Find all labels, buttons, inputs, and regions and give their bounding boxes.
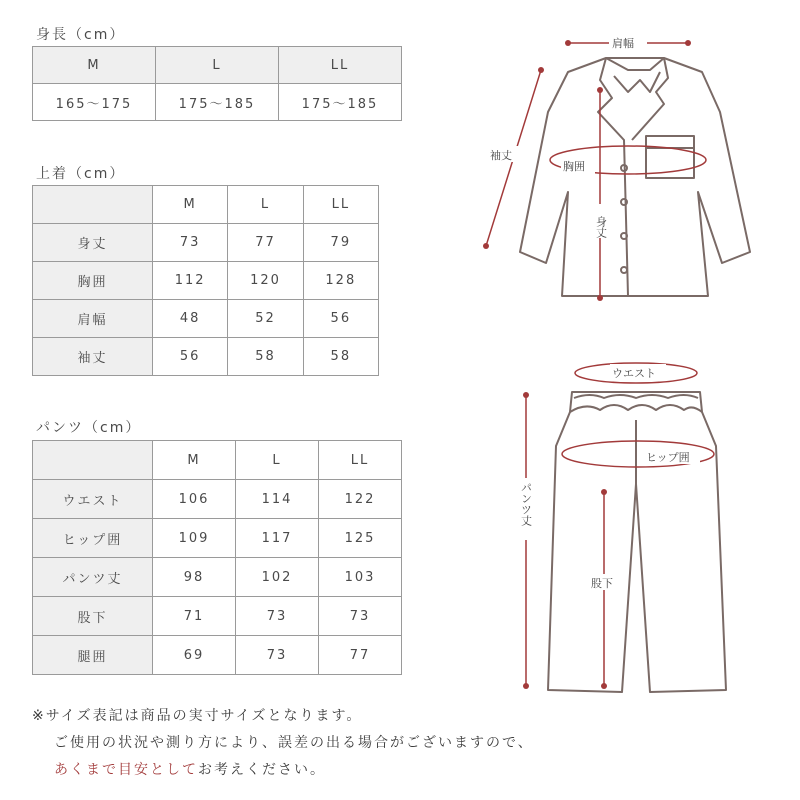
table-header: M	[33, 47, 156, 84]
row-label: ヒップ囲	[33, 519, 153, 558]
table-cell: 103	[319, 558, 402, 597]
table-cell: 114	[236, 480, 319, 519]
table-cell: 56	[153, 338, 228, 376]
table-header: M	[153, 441, 236, 480]
waist-label: ウエスト	[612, 367, 656, 380]
sleeve-label: 袖丈	[490, 149, 512, 162]
note-line-2: ご使用の状況や測り方により、誤差の出る場合がございますので、	[54, 735, 534, 751]
table-cell: 102	[236, 558, 319, 597]
hip-label: ヒップ囲	[646, 451, 690, 464]
shoulder-label: 肩幅	[612, 37, 634, 50]
table-cell: 112	[153, 262, 228, 300]
table-cell: 98	[153, 558, 236, 597]
table-cell: 48	[153, 300, 228, 338]
table-cell: 117	[236, 519, 319, 558]
table-cell: 73	[153, 224, 228, 262]
note-emphasis: あくまで目安として	[54, 762, 198, 778]
row-label: 腿囲	[33, 636, 153, 675]
table-cell: 69	[153, 636, 236, 675]
note-rest: お考えください。	[198, 762, 326, 778]
table-cell: 52	[228, 300, 303, 338]
row-label: ウエスト	[33, 480, 153, 519]
row-label: 身丈	[33, 224, 153, 262]
row-label: 胸囲	[33, 262, 153, 300]
table-header: LL	[303, 186, 378, 224]
table-cell: 77	[228, 224, 303, 262]
chest-label: 胸囲	[563, 160, 585, 173]
table-cell: 175～185	[279, 84, 402, 121]
height-table-title: 身長（cm）	[36, 27, 126, 43]
table-header: LL	[319, 441, 402, 480]
table-cell: 120	[228, 262, 303, 300]
table-cell: 125	[319, 519, 402, 558]
row-label: 肩幅	[33, 300, 153, 338]
table-cell: 56	[303, 300, 378, 338]
jacket-illustration	[520, 58, 750, 296]
row-label: 袖丈	[33, 338, 153, 376]
table-cell: 122	[319, 480, 402, 519]
note-line-3	[54, 759, 326, 779]
table-cell: 165～175	[33, 84, 156, 121]
table-cell: 77	[319, 636, 402, 675]
pants-table-title: パンツ（cm）	[36, 420, 142, 436]
table-cell: 106	[153, 480, 236, 519]
table-cell: 73	[236, 597, 319, 636]
table-cell: 79	[303, 224, 378, 262]
table-header: L	[236, 441, 319, 480]
length-label: 身丈	[594, 216, 608, 238]
table-header: M	[153, 186, 228, 224]
top-table-title: 上着（cm）	[36, 166, 126, 182]
table-cell: 109	[153, 519, 236, 558]
table-cell: 175～185	[156, 84, 279, 121]
row-label: 股下	[33, 597, 153, 636]
inseam-label: 股下	[591, 577, 613, 590]
row-label: パンツ丈	[33, 558, 153, 597]
table-header: LL	[279, 47, 402, 84]
table-cell: 73	[319, 597, 402, 636]
note-line-1: ※サイズ表記は商品の実寸サイズとなります。	[32, 708, 363, 724]
table-header: L	[156, 47, 279, 84]
table-cell: 58	[228, 338, 303, 376]
table-cell: 73	[236, 636, 319, 675]
table-header: L	[228, 186, 303, 224]
table-cell: 128	[303, 262, 378, 300]
pants-illustration	[548, 392, 726, 692]
pants-length-label: パンツ丈	[519, 482, 533, 526]
table-cell: 58	[303, 338, 378, 376]
table-cell: 71	[153, 597, 236, 636]
